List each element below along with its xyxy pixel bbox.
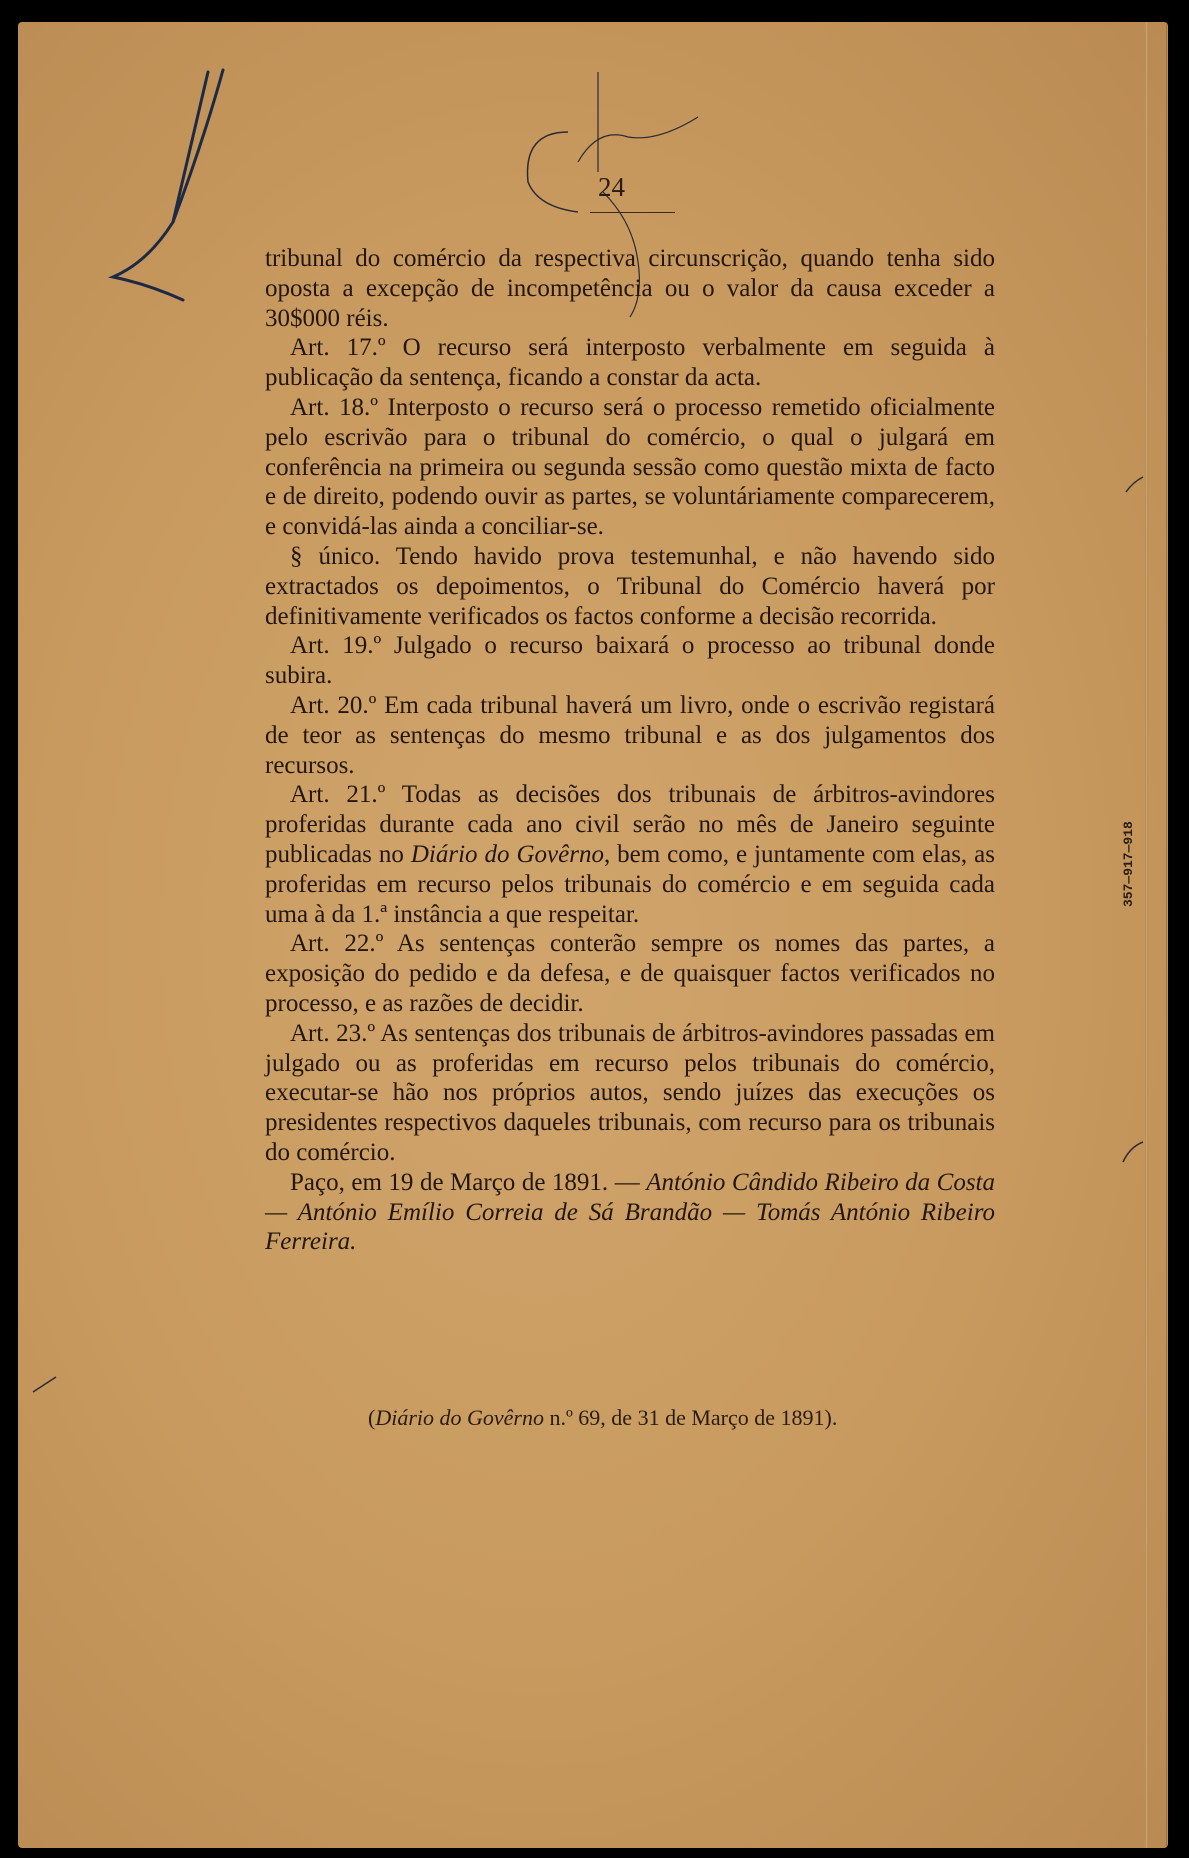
paragraph-unico: § único. Tendo havido prova testemunhal, e não havendo sido extractados os depoimentos, o Tribunal do Comércio haverá por definitivamente verificados os factos conforme a decisão recorrida. bbox=[265, 542, 995, 630]
body-text bbox=[265, 244, 995, 1257]
source-citation bbox=[368, 1405, 837, 1431]
citation-title: Diário do Govêrno bbox=[375, 1405, 544, 1430]
art-21-journal-title: Diário do Govêrno bbox=[410, 840, 604, 868]
art-21-text-start: Art. 21.º Todas as decisões dos tribunais de árbitros-avindores proferidas durante cada ano civil serão no mês de Janeiro seguinte publicadas no bbox=[265, 781, 995, 868]
paragraph-art-23: Art. 23.º As sentenças dos tribunais de árbitros-avindores passadas em julgado ou as proferidas em recurso pelos tribunais do comércio, executar-se hão nos próprios autos, sendo juízes das execuções os presidentes respectivos daqueles tribunais, com recurso para os tribunais do comércio. bbox=[265, 1019, 995, 1166]
side-stamp: 357—917—918 bbox=[1121, 821, 1136, 907]
art-21-text-end: , bem como, e juntamente com elas, as proferidas em recurso pelos tribunais do comércio e em seguida cada uma à da 1.ª instância a que respeitar. bbox=[265, 840, 995, 928]
page-number-rule bbox=[590, 212, 675, 213]
paragraph-signature bbox=[265, 1168, 995, 1257]
binding-line bbox=[1145, 22, 1148, 1848]
paragraph-art-22: Art. 22.º As sentenças conterão sempre os nomes das partes, a exposição do pedido e da defesa, e de quaisquer factos verificados no processo, e as razões de decidir. bbox=[265, 930, 995, 1017]
paragraph-art-21 bbox=[265, 780, 995, 929]
paragraph-art-19: Art. 19.º Julgado o recurso baixará o processo ao tribunal donde subira. bbox=[265, 632, 995, 690]
paragraph-art-20: Art. 20.º Em cada tribunal haverá um livro, onde o escrivão registará de teor as sentenças do mesmo tribunal e as dos julgamentos dos recursos. bbox=[265, 691, 995, 779]
document-page bbox=[18, 22, 1168, 1848]
paragraph-0: tribunal do comércio da respectiva circunscrição, quando tenha sido oposta a excepção de incompetência ou o valor da causa exceder a 30$000 réis. bbox=[265, 245, 995, 332]
citation-open: ( bbox=[368, 1405, 376, 1430]
paragraph-art-18: Art. 18.º Interposto o recurso será o processo remetido oficialmente pelo escrivão para o tribunal do comércio, o qual o julgará em conferência na primeira ou segunda sessão como questão mixta de facto e de direito, podendo ouvir as partes, se voluntáriamente comparecerem, e convidá-las ainda a conciliar-se. bbox=[265, 393, 995, 541]
signature-names: António Cândido Ribeiro da Costa — António Emílio Correia de Sá Brandão — Tomás António Ribeiro Ferreira. bbox=[265, 1168, 996, 1256]
paragraph-art-17: Art. 17.º O recurso será interposto verbalmente em seguida à publicação da sentença, ficando a constar da acta. bbox=[265, 334, 995, 392]
page-edge bbox=[1166, 22, 1168, 1848]
citation-rest: n.º 69, de 31 de Março de 1891). bbox=[543, 1405, 838, 1430]
page-number: 24 bbox=[598, 172, 625, 202]
signature-date: Paço, em 19 de Março de 1891. — bbox=[290, 1168, 647, 1196]
